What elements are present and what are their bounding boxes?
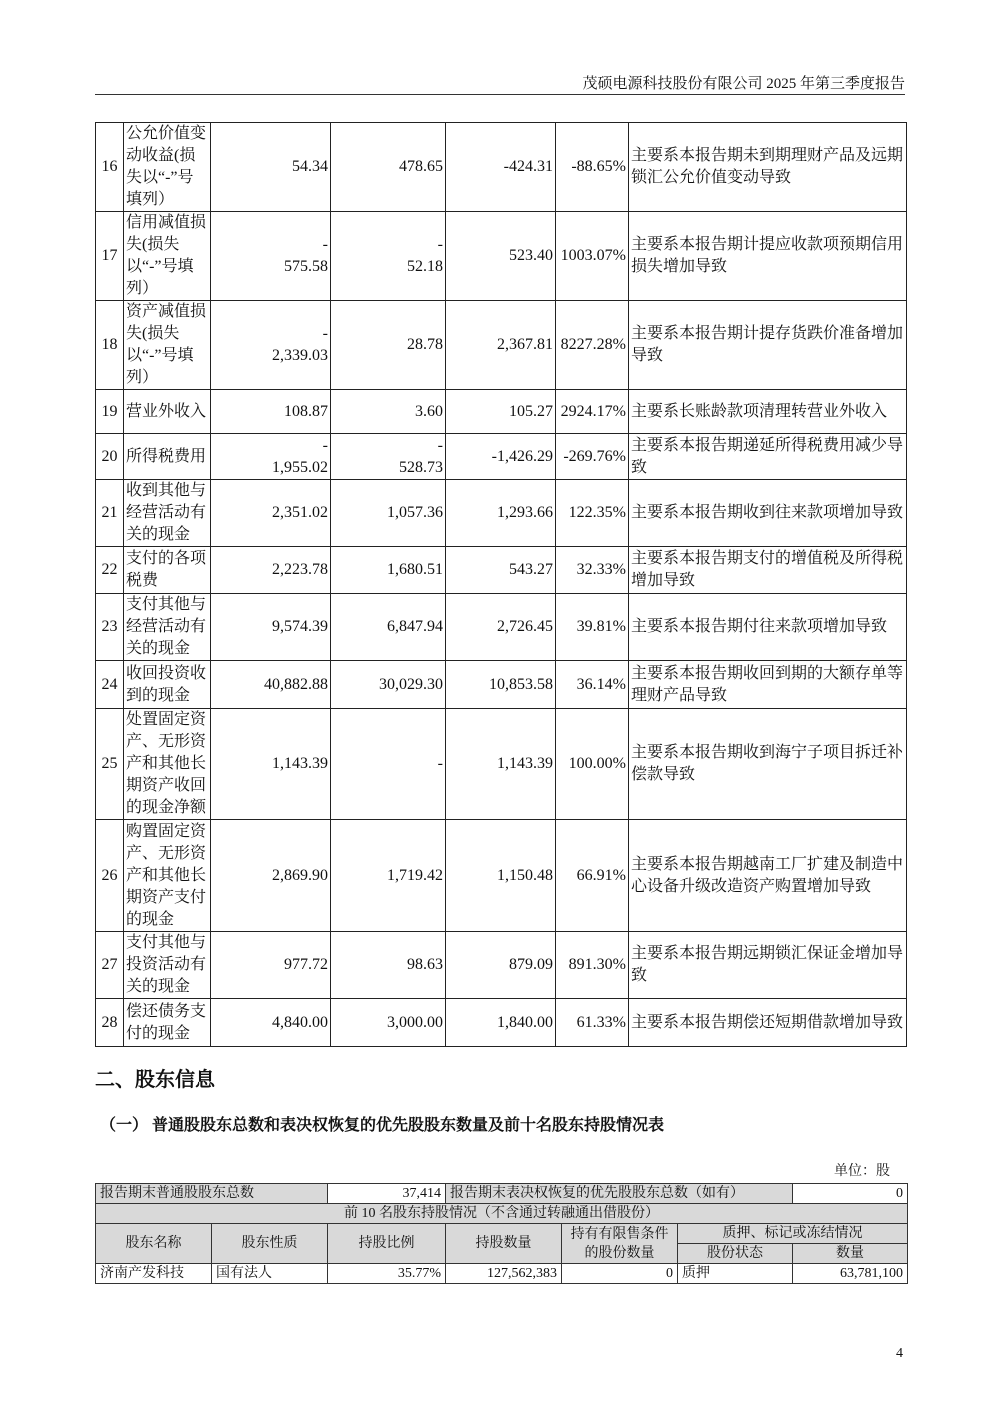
row-number: 17 xyxy=(96,212,124,301)
table-row xyxy=(96,212,907,301)
change-reason: 主要系长账龄款项清理转营业外收入 xyxy=(629,390,907,434)
change-reason: 主要系本报告期付往来款项增加导致 xyxy=(629,594,907,661)
change-reason: 主要系本报告期偿还短期借款增加导致 xyxy=(629,999,907,1047)
current-value: 4,840.00 xyxy=(211,999,331,1047)
current-value: - 575.58 xyxy=(211,212,331,301)
holder-nature: 国有法人 xyxy=(212,1264,328,1284)
col-qty: 持股数量 xyxy=(446,1224,562,1264)
holder-ratio: 35.77% xyxy=(328,1264,446,1284)
change-amount: -1,426.29 xyxy=(446,434,556,480)
total-holders-value: 37,414 xyxy=(328,1184,446,1204)
current-value: 54.34 xyxy=(211,123,331,212)
row-number: 24 xyxy=(96,661,124,709)
change-reason: 主要系本报告期支付的增值税及所得税增加导致 xyxy=(629,547,907,594)
row-number: 28 xyxy=(96,999,124,1047)
change-amount: 1,840.00 xyxy=(446,999,556,1047)
row-number: 26 xyxy=(96,820,124,932)
change-amount: 105.27 xyxy=(446,390,556,434)
item-name: 购置固定资产、无形资产和其他长期资产支付的现金 xyxy=(124,820,211,932)
change-percent: -88.65% xyxy=(556,123,629,212)
section-title: 二、股东信息 xyxy=(95,1069,215,1091)
col-nature: 股东性质 xyxy=(212,1224,328,1264)
item-name: 资产减值损失(损失以“-”号填列） xyxy=(124,301,211,390)
shareholder-table xyxy=(95,1183,908,1284)
row-number: 21 xyxy=(96,480,124,547)
previous-value: 1,057.36 xyxy=(331,480,446,547)
table-row xyxy=(96,480,907,547)
total-holders-label: 报告期末普通股股东总数 xyxy=(96,1184,328,1204)
previous-value: 3.60 xyxy=(331,390,446,434)
previous-value: 1,680.51 xyxy=(331,547,446,594)
change-reason: 主要系本报告期越南工厂扩建及制造中心设备升级改造资产购置增加导致 xyxy=(629,820,907,932)
change-amount: 1,293.66 xyxy=(446,480,556,547)
row-number: 19 xyxy=(96,390,124,434)
change-percent: 8227.28% xyxy=(556,301,629,390)
table-row xyxy=(96,390,907,434)
change-reason: 主要系本报告期计提应收款项预期信用损失增加导致 xyxy=(629,212,907,301)
row-number: 20 xyxy=(96,434,124,480)
table-row xyxy=(96,932,907,999)
row-number: 22 xyxy=(96,547,124,594)
holder-amount: 63,781,100 xyxy=(793,1264,908,1284)
change-amount: 523.40 xyxy=(446,212,556,301)
change-amount: 2,726.45 xyxy=(446,594,556,661)
current-value: 40,882.88 xyxy=(211,661,331,709)
table-row xyxy=(96,1264,908,1284)
current-value: 2,223.78 xyxy=(211,547,331,594)
item-name: 支付其他与投资活动有关的现金 xyxy=(124,932,211,999)
change-reason: 主要系本报告期远期锁汇保证金增加导致 xyxy=(629,932,907,999)
changes-table xyxy=(95,122,907,1047)
change-reason: 主要系本报告期未到期理财产品及远期锁汇公允价值变动导致 xyxy=(629,123,907,212)
current-value: 2,869.90 xyxy=(211,820,331,932)
change-amount: 543.27 xyxy=(446,547,556,594)
table-row xyxy=(96,547,907,594)
change-percent: 39.81% xyxy=(556,594,629,661)
item-name: 营业外收入 xyxy=(124,390,211,434)
change-percent: 2924.17% xyxy=(556,390,629,434)
table-row xyxy=(96,709,907,820)
change-reason: 主要系本报告期递延所得税费用减少导致 xyxy=(629,434,907,480)
item-name: 信用减值损失(损失以“-”号填列） xyxy=(124,212,211,301)
item-name: 公允价值变动收益(损失以“-”号填列） xyxy=(124,123,211,212)
page-number: 4 xyxy=(896,1346,903,1361)
item-name: 收到其他与经营活动有关的现金 xyxy=(124,480,211,547)
table-row xyxy=(96,594,907,661)
table-row xyxy=(96,820,907,932)
current-value: 2,351.02 xyxy=(211,480,331,547)
change-amount: 2,367.81 xyxy=(446,301,556,390)
previous-value: - xyxy=(331,709,446,820)
change-amount: 1,143.39 xyxy=(446,709,556,820)
previous-value: - 52.18 xyxy=(331,212,446,301)
item-name: 支付的各项税费 xyxy=(124,547,211,594)
current-value: 108.87 xyxy=(211,390,331,434)
row-number: 27 xyxy=(96,932,124,999)
change-amount: 1,150.48 xyxy=(446,820,556,932)
previous-value: 1,719.42 xyxy=(331,820,446,932)
change-percent: 61.33% xyxy=(556,999,629,1047)
change-reason: 主要系本报告期收到海宁子项目拆迁补偿款导致 xyxy=(629,709,907,820)
col-ratio: 持股比例 xyxy=(328,1224,446,1264)
current-value: 9,574.39 xyxy=(211,594,331,661)
change-reason: 主要系本报告期收到往来款项增加导致 xyxy=(629,480,907,547)
change-reason: 主要系本报告期计提存货跌价准备增加导致 xyxy=(629,301,907,390)
col-restricted: 持有有限售条件的股份数量 xyxy=(562,1224,678,1264)
table-row xyxy=(96,661,907,709)
holder-status: 质押 xyxy=(678,1264,793,1284)
current-value: - 1,955.02 xyxy=(211,434,331,480)
top10-label: 前 10 名股东持股情况（不含通过转融通出借股份） xyxy=(96,1204,908,1224)
col-name: 股东名称 xyxy=(96,1224,212,1264)
pref-holders-label: 报告期末表决权恢复的优先股股东总数（如有） xyxy=(446,1184,793,1204)
col-status: 股份状态 xyxy=(678,1244,793,1264)
current-value: 1,143.39 xyxy=(211,709,331,820)
pref-holders-value: 0 xyxy=(793,1184,908,1204)
row-number: 18 xyxy=(96,301,124,390)
item-name: 支付其他与经营活动有关的现金 xyxy=(124,594,211,661)
holder-restricted: 0 xyxy=(562,1264,678,1284)
previous-value: 30,029.30 xyxy=(331,661,446,709)
change-amount: -424.31 xyxy=(446,123,556,212)
item-name: 偿还债务支付的现金 xyxy=(124,999,211,1047)
holder-qty: 127,562,383 xyxy=(446,1264,562,1284)
report-header: 茂硕电源科技股份有限公司 2025 年第三季度报告 xyxy=(582,76,905,92)
unit-label: 单位：股 xyxy=(834,1164,890,1179)
change-percent: 100.00% xyxy=(556,709,629,820)
change-percent: 32.33% xyxy=(556,547,629,594)
change-percent: 891.30% xyxy=(556,932,629,999)
table-row xyxy=(96,999,907,1047)
row-number: 23 xyxy=(96,594,124,661)
current-value: 977.72 xyxy=(211,932,331,999)
header-divider xyxy=(95,94,905,95)
table-row xyxy=(96,301,907,390)
table-row xyxy=(96,123,907,212)
item-name: 处置固定资产、无形资产和其他长期资产收回的现金净额 xyxy=(124,709,211,820)
holder-name: 济南产发科技 xyxy=(96,1264,212,1284)
item-name: 所得税费用 xyxy=(124,434,211,480)
row-number: 25 xyxy=(96,709,124,820)
change-percent: -269.76% xyxy=(556,434,629,480)
previous-value: 3,000.00 xyxy=(331,999,446,1047)
col-amount: 数量 xyxy=(793,1244,908,1264)
col-pledge: 质押、标记或冻结情况 xyxy=(678,1224,908,1244)
change-reason: 主要系本报告期收回到期的大额存单等理财产品导致 xyxy=(629,661,907,709)
change-percent: 1003.07% xyxy=(556,212,629,301)
table-row xyxy=(96,434,907,480)
change-amount: 879.09 xyxy=(446,932,556,999)
item-name: 收回投资收到的现金 xyxy=(124,661,211,709)
section-subtitle: （一） 普通股股东总数和表决权恢复的优先股股东数量及前十名股东持股情况表 xyxy=(100,1117,665,1134)
current-value: - 2,339.03 xyxy=(211,301,331,390)
previous-value: - 528.73 xyxy=(331,434,446,480)
change-percent: 36.14% xyxy=(556,661,629,709)
change-percent: 66.91% xyxy=(556,820,629,932)
previous-value: 28.78 xyxy=(331,301,446,390)
change-amount: 10,853.58 xyxy=(446,661,556,709)
previous-value: 98.63 xyxy=(331,932,446,999)
previous-value: 6,847.94 xyxy=(331,594,446,661)
previous-value: 478.65 xyxy=(331,123,446,212)
change-percent: 122.35% xyxy=(556,480,629,547)
row-number: 16 xyxy=(96,123,124,212)
